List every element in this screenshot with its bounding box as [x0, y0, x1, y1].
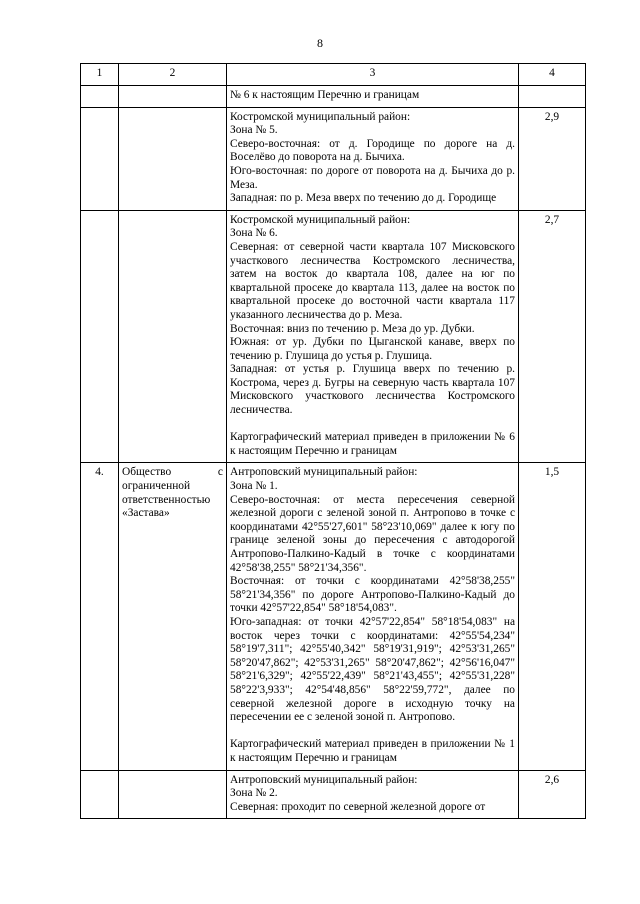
description-text: № 6 к настоящим Перечню и границам	[230, 88, 420, 101]
boundary-south: Южная: от ур. Дубки по Цыганской канаве, вверх по течению р. Глушица до устья р. Глушица.	[230, 336, 515, 362]
boundary-west: Западная: от устья р. Глушица вверх по течению р. Кострома, через д. Бугры на северную часть квартала 107 Мисковского участкового лесничества Костромского лесничества.	[230, 363, 515, 417]
zone-description-cell	[227, 210, 519, 463]
table-header-row	[81, 64, 586, 86]
paragraph-gap	[230, 725, 515, 739]
area-cell: 2,7	[519, 210, 586, 463]
column-number-1: 1	[81, 64, 119, 86]
organization-cell: Общество с ограниченной ответственностью «Застава»	[119, 463, 227, 770]
boundary-northeast: Северо-восточная: от д. Городище по дороге на д. Воселёво до поворота на д. Бычиха.	[230, 137, 515, 164]
area-cell: 1,5	[519, 463, 586, 770]
zone-description-cell	[227, 107, 519, 210]
area-cell	[519, 85, 586, 107]
zones-table	[80, 63, 586, 819]
table-row	[81, 210, 586, 463]
column-number-4: 4	[519, 64, 586, 86]
page-number: 8	[317, 36, 323, 50]
map-appendix-note: Картографический материал приведен в приложении № 6 к настоящим Перечню и границам	[230, 431, 515, 457]
paragraph-gap	[230, 418, 515, 432]
zone-title: Зона № 2.	[230, 787, 278, 800]
table-row	[81, 770, 586, 819]
zone-title: Зона № 5.	[230, 124, 278, 137]
organization-cell	[119, 107, 227, 210]
boundary-west: Западная: по р. Меза вверх по течению до д. Городище	[230, 192, 497, 205]
row-number-cell	[81, 107, 119, 210]
zone-title: Зона № 1.	[230, 480, 278, 493]
area-cell: 2,6	[519, 770, 586, 819]
column-number-3: 3	[227, 64, 519, 86]
boundary-north: Северная: от северной части квартала 107 Мисковского участкового лесничества Костромского лесничества, затем на восток до квартала 108, далее на юг по квартальной просеке до квартала 113, далее на восток по квартальной просеке до восточной части квартала 117 указанного лесничества до р. Меза.	[230, 240, 515, 321]
table-row	[81, 463, 586, 770]
map-appendix-note: Картографический материал приведен в приложении № 1 к настоящим Перечню и границам	[230, 738, 515, 764]
boundary-north: Северная: проходит по северной железной дороге от	[230, 800, 486, 813]
boundary-northeast: Северо-восточная: от места пересечения северной железной дороги с зеленой зоной п. Антропово в точке с координатами 42°55'27,601" 58°23'10,069" далее к югу по границе зеленой зоны до пересечения с автодорогой Антропово-Палкино-Кадый в точке с координатами 42°58'38,255" 58°21'34,356".	[230, 493, 515, 574]
table-row	[81, 107, 586, 210]
zone-title: Зона № 6.	[230, 227, 278, 240]
boundary-east: Восточная: вниз по течению р. Меза до ур. Дубки.	[230, 322, 475, 335]
boundary-southeast: Юго-восточная: по дороге от поворота на д. Бычиха до р. Меза.	[230, 164, 515, 191]
boundary-southwest: Юго-западная: от точки 42°57'22,854" 58°18'54,083" на восток через точки с координатами: 42°55'54,234" 58°19'7,311"; 42°55'40,342" 58°19'31,919"; 42°53'31,265" 58°20'47,862"; 42°53'31,265" 58°20'47,862"; 42°56'16,047" 58°21'6,329"; 42°55'22,439" 58°21'43,455"; 42°55'31,228" 58°22'3,933"; 42°54'48,856" 58°22'59,772", далее по северной железной дороге в исходную точку на пересечении ее с зеленой зоной п. Антропово.	[230, 615, 515, 724]
district-heading: Костромской муниципальный район:	[230, 110, 411, 123]
row-number-cell	[81, 210, 119, 463]
zone-description-cell	[227, 85, 519, 107]
boundary-east: Восточная: от точки с координатами 42°58'38,255" 58°21'34,356" по дороге Антропово-Палкино-Кадый до точки 42°57'22,854" 58°18'54,083".	[230, 575, 515, 615]
organization-cell	[119, 85, 227, 107]
table-row	[81, 85, 586, 107]
organization-cell	[119, 210, 227, 463]
zone-description-cell	[227, 463, 519, 770]
column-number-2: 2	[119, 64, 227, 86]
area-cell: 2,9	[519, 107, 586, 210]
row-number-cell	[81, 770, 119, 819]
row-number-cell	[81, 85, 119, 107]
district-heading: Антроповский муниципальный район:	[230, 466, 418, 479]
district-heading: Костромской муниципальный район:	[230, 213, 411, 226]
organization-cell	[119, 770, 227, 819]
zone-description-cell	[227, 770, 519, 819]
district-heading: Антроповский муниципальный район:	[230, 773, 418, 786]
row-number-cell: 4.	[81, 463, 119, 770]
